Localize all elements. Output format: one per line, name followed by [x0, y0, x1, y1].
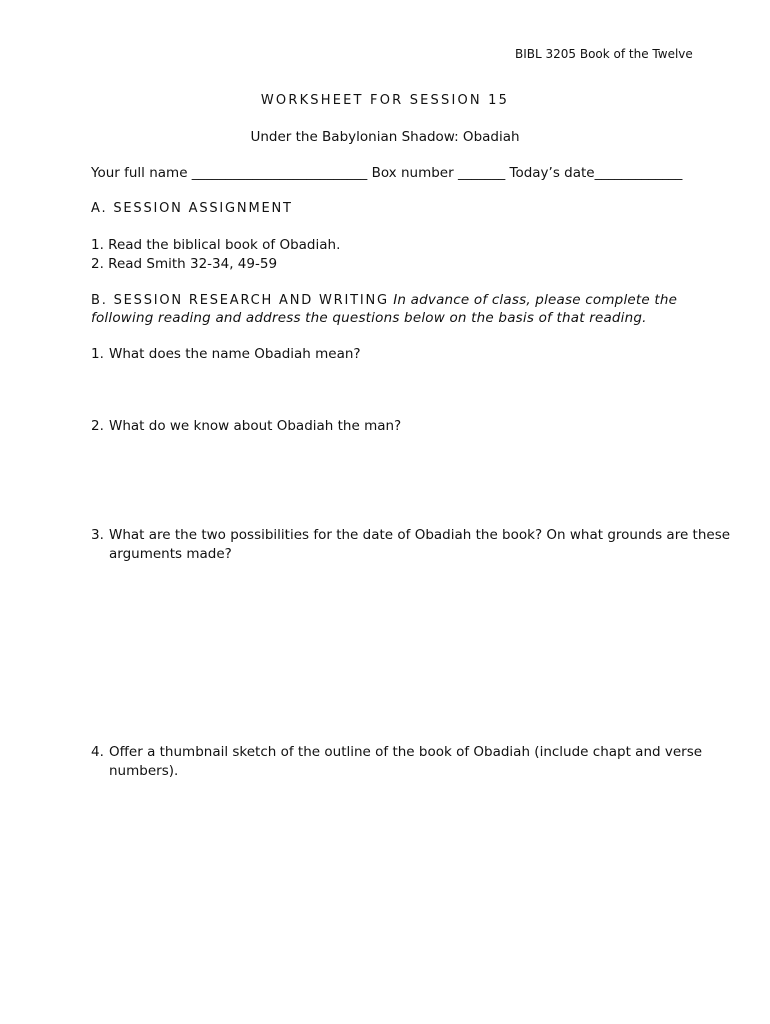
- question-number: 1.: [91, 346, 104, 362]
- question-text: What does the name Obadiah mean?: [109, 346, 361, 362]
- section-b-intro: In advance of class, please complete the: [393, 292, 678, 308]
- question-number: 3.: [91, 527, 104, 543]
- assignment-item: 2. Read Smith 32-34, 49-59: [91, 256, 278, 272]
- section-b-heading: B. SESSION RESEARCH AND WRITING: [91, 293, 389, 308]
- question-text: Offer a thumbnail sketch of the outline of the book of Obadiah (include chapt and verse: [109, 744, 703, 760]
- question-4-continuation: numbers).: [109, 763, 179, 779]
- question-3-continuation: arguments made?: [109, 546, 232, 562]
- section-b-intro-continued: following reading and address the questions below on the basis of that reading.: [91, 310, 647, 326]
- question-number: 4.: [91, 744, 104, 760]
- course-header: BIBL 3205 Book of the Twelve: [515, 47, 693, 61]
- worksheet-subtitle: Under the Babylonian Shadow: Obadiah: [250, 129, 520, 145]
- section-b-header: [91, 291, 677, 310]
- worksheet-title: WORKSHEET FOR SESSION 15: [260, 93, 510, 108]
- question-number: 2.: [91, 418, 104, 434]
- student-info-line: Your full name __________________________ Box number _______ Today’s date_____________: [91, 165, 683, 181]
- question-text: What are the two possibilities for the date of Obadiah the book? On what grounds are these: [109, 527, 731, 543]
- question-3: [91, 526, 730, 544]
- assignment-item: 1. Read the biblical book of Obadiah.: [91, 237, 341, 253]
- section-a-heading: A. SESSION ASSIGNMENT: [91, 201, 293, 216]
- question-4: [91, 743, 702, 761]
- question-1: [91, 345, 361, 363]
- question-2: [91, 417, 401, 435]
- question-text: What do we know about Obadiah the man?: [109, 418, 402, 434]
